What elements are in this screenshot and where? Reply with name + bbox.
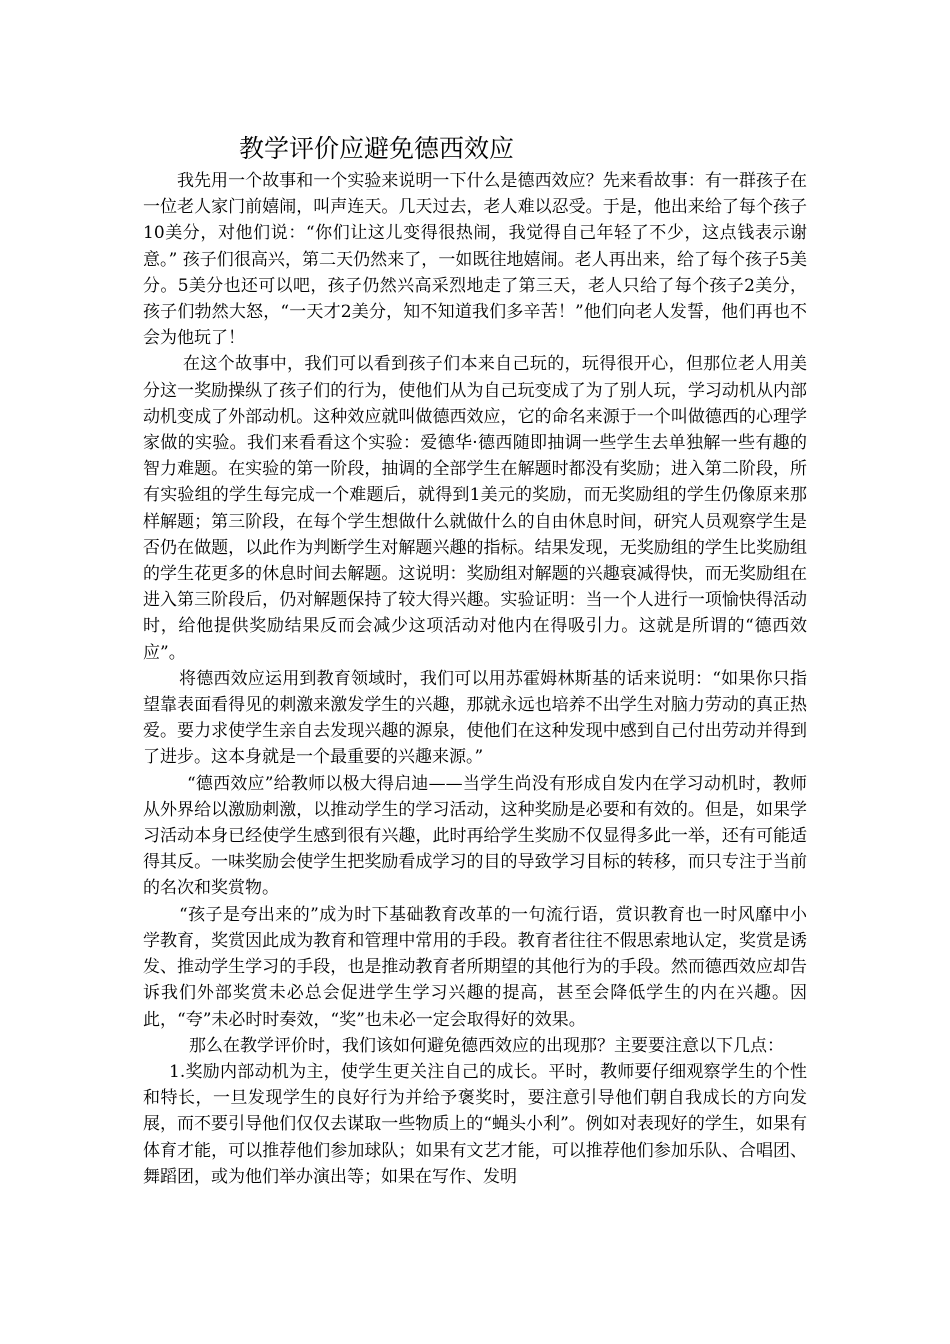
document-title: 教学评价应避免德西效应 <box>239 134 515 163</box>
document-body <box>143 130 807 1190</box>
paragraph-question: 那么在教学评价时，我们该如何避免德西效应的出现那？主要要注意以下几点： <box>189 1035 784 1056</box>
paragraph-story: 我先用一个故事和一个实验来说明一下什么是德西效应？先来看故事：有一群孩子在一位老人家门前嬉闹，叫声连天。几天过去，老人难以忍受。于是，他出来给了每个孩子10美分，对他们说：“你们让这儿变得很热闹，我觉得自己年轻了不少，这点钱表示谢意。” 孩子们很高兴，第二天仍然来了，一如既往地嬉闹。老人再出来，给了每个孩子5美分。5美分也还可以吧，孩子仍然兴高采烈地走了第三天，老人只给了每个孩子2美分，孩子们勃然大怒，“一天才2美分，知不知道我们多辛苦！”他们向老人发誓，他们再也不会为他玩了！ <box>143 171 807 349</box>
paragraph-praise: “孩子是夸出来的”成为时下基础教育改革的一句流行语，赏识教育也一时风靡中小学教育，奖赏因此成为教育和管理中常用的手段。教育者往往不假思索地认定，奖赏是诱发、推动学生学习的手段，也是推动教育者所期望的其他行为的手段。然而德西效应却告诉我们外部奖赏未必总会促进学生学习兴趣的提高，甚至会降低学生的内在兴趣。因此，“夸”未必时时奏效，“奖”也未必一定会取得好的效果。 <box>143 904 807 1030</box>
paragraph-quote: 将德西效应运用到教育领域时，我们可以用苏霍姆林斯基的话来说明：“如果你只指望靠表面看得见的刺激来激发学生的兴趣，那就永远也培养不出学生对脑力劳动的真正热爱。要力求使学生亲自去发现兴趣的源泉，使他们在这种发现中感到自己付出劳动并得到了进步。这本身就是一个最重要的兴趣来源。” <box>143 668 807 768</box>
paragraph-point-1: 1.奖励内部动机为主，使学生更关注自己的成长。平时，教师要仔细观察学生的个性和特长，一旦发现学生的良好行为并给予褒奖时，要注意引导他们朝自我成长的方向发展，而不要引导他们仅仅去谋取一些物质上的“蝇头小利”。例如对表现好的学生，如果有体育才能，可以推荐他们参加球队；如果有文艺才能，可以推荐他们参加乐队、合唱团、舞蹈团，或为他们举办演出等；如果在写作、发明 <box>143 1061 807 1187</box>
paragraph-experiment: 在这个故事中，我们可以看到孩子们本来自己玩的，玩得很开心，但那位老人用美分这一奖励操纵了孩子们的行为，使他们从为自己玩变成了为了别人玩，学习动机从内部动机变成了外部动机。这种效应就叫做德西效应，它的命名来源于一个叫做德西的心理学家做的实验。我们来看看这个实验：爱德华·德西随即抽调一些学生去单独解一些有趣的智力难题。在实验的第一阶段，抽调的全部学生在解题时都没有奖励；进入第二阶段，所有实验组的学生每完成一个难题后，就得到1美元的奖励，而无奖励组的学生仍像原来那样解题；第三阶段，在每个学生想做什么就做什么的自由休息时间，研究人员观察学生是否仍在做题，以此作为判断学生对解题兴趣的指标。结果发现，无奖励组的学生比奖励组的学生花更多的休息时间去解题。这说明：奖励组对解题的兴趣衰减得快，而无奖励组在进入第三阶段后，仍对解题保持了较大得兴趣。实验证明：当一个人进行一项愉快得活动时，给他提供奖励结果反而会减少这项活动对他内在得吸引力。这就是所谓的“德西效应”。 <box>143 354 807 663</box>
paragraph-enlightenment: “德西效应”给教师以极大得启迪——当学生尚没有形成自发内在学习动机时，教师从外界给以激励刺激，以推动学生的学习活动，这种奖励是必要和有效的。但是，如果学习活动本身已经使学生感到很有兴趣，此时再给学生奖励不仅显得多此一举，还有可能适得其反。一味奖励会使学生把奖励看成学习的目的导致学习目标的转移，而只专注于当前的名次和奖赏物。 <box>143 773 807 899</box>
